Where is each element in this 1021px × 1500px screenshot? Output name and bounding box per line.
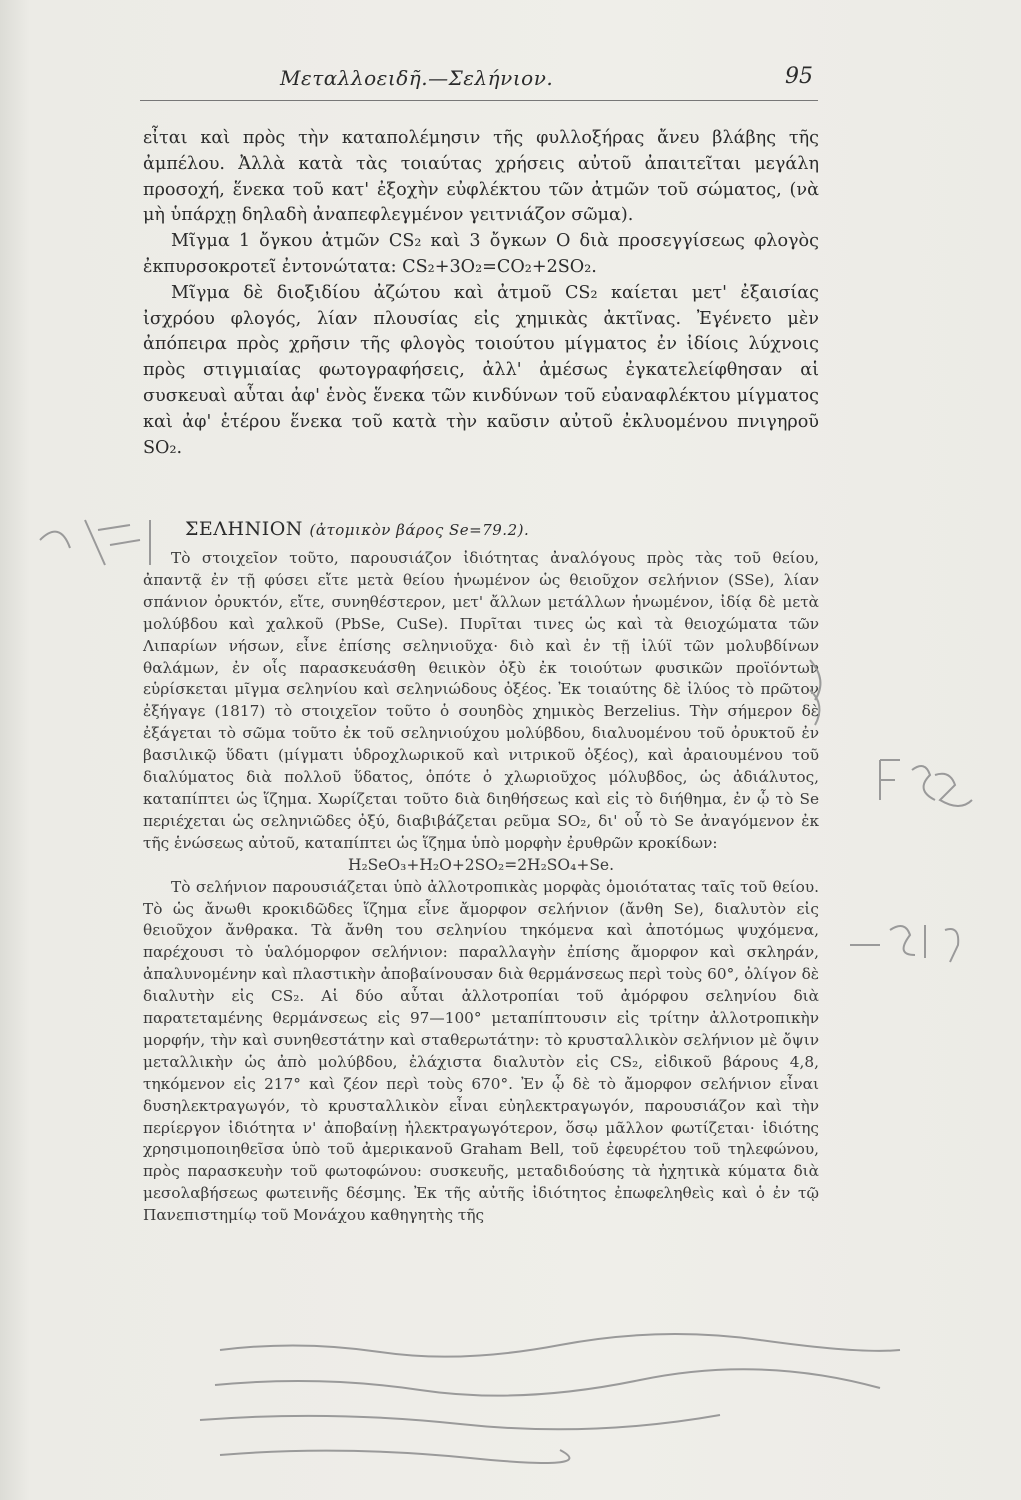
handwriting-line	[220, 1334, 900, 1357]
bracket-mark	[810, 660, 820, 700]
paragraph: Τὸ στοιχεῖον τοῦτο, παρουσιάζον ἰδιότητας ἀναλόγους πρὸς τὰς τοῦ θείου, ἀπαντᾷ ἐν τῇ φύσει εἴτε μετὰ θείου ἡνωμένον ὡς θειοῦχον σελήνιον (SSe), λίαν σπάνιον ὀρυκτόν, εἴτε, συνηθέστερον, μετ' ἄλλων μετάλλων ἡνωμένον, ἰδίᾳ δὲ μετὰ μολύβδου καὶ χαλκοῦ (PbSe, CuSe). Πυρῖται τινες ὡς καὶ τὰ θειοχώματα τῶν Λιπαρίων νήσων, εἶνε ἐπίσης σεληνιοῦχα· διὸ καὶ ἐν τῇ ἰλύϊ τῶν μολυβδίνων θαλάμων, ἐν οἷς παρασκευάσθη θειικὸν ὀξὺ ἐκ τοιούτων φυσικῶν προϊόντων εὑρίσκεται μῖγμα σεληνίου καὶ σεληνιώδους ὀξέος. Ἐκ τοιαύτης δὲ ἰλύος τὸ πρῶτον ἐξήγαγε (1817) τὸ στοιχεῖον τοῦτο ὁ σουηδὸς χημικὸς Berzelius. Τὴν σήμερον δὲ ἐξάγεται τὸ σῶμα τοῦτο ἐκ τοῦ σεληνιούχου μολύβδου, διαλυομένου τοῦ ὀρυκτοῦ ἐν βασιλικῷ ὕδατι (μίγματι ὑδροχλωρικοῦ καὶ νιτρικοῦ ὀξέος), καὶ ἀραιουμένου τοῦ διαλύματος διὰ πολλοῦ ὕδατος, ὁπότε ὁ χλωριοῦχος μόλυβδος, ὡς ἀδιάλυτος, καταπίπτει ὡς ἵζημα. Χωρίζεται τοῦτο διὰ διηθήσεως καὶ εἰς τὸ διήθημα, ἐν ᾧ τὸ Se περιέχεται ὡς σεληνιῶδες ὀξύ, διαβιβάζεται ρεῦμα SO₂, δι' οὗ τὸ Se ἀναγόμενον ἐκ τῆς ἑνώσεως αὐτοῦ, καταπίπτει ὡς ἵζημα ὑπὸ μορφὴν ἐρυθρῶν κροκίδων:	[143, 549, 819, 852]
handwriting-line	[215, 1369, 880, 1395]
paragraph: εἶται καὶ πρὸς τὴν καταπολέμησιν τῆς φυλλοξήρας ἄνευ βλάβης τῆς ἀμπέλου. Ἀλλὰ κατὰ τὰς τοιαύτας χρήσεις αὐτοῦ ἀπαιτεῖται μεγάλη προσοχή, ἕνεκα τοῦ κατ' ἐξοχὴν εὐφλέκτου τῶν ἀτμῶν τοῦ σώματος, (νὰ μὴ ὑπάρχῃ δηλαδὴ ἀναπεφλεγμένον γειτνιάζον σῶμα).	[143, 128, 819, 226]
paragraph: Τὸ σελήνιον παρουσιάζεται ὑπὸ ἀλλοτροπικὰς μορφὰς ὁμοιότατας ταῖς τοῦ θείου. Τὸ ὡς ἄνωθι κροκιδῶδες ἵζημα εἶνε ἄμορφον σελήνιον (ἄνθη Se), διαλυτὸν εἰς θειοῦχον ἄνθρακα. Τὰ ἄνθη του σεληνίου τηκόμενα καὶ ἀποτόμως ψυχόμενα, παρέχουσι τὸ ὑαλόμορφον σελήνιον: παραλλαγὴν ἐπίσης ἄμορφον καὶ σκληράν, ἀπαλυνομένην καὶ πλαστικὴν ἀποβαίνουσαν διὰ θερμάνσεως περὶ τοὺς 60°, ὀλίγον δὲ διαλυτὴν εἰς CS₂. Αἱ δύο αὗται ἀλλοτροπίαι τοῦ ἀμόρφου σεληνίου διὰ παρατεταμένης θερμάνσεως εἰς 97—100° μεταπίπτουσιν εἰς τρίτην ἀλλοτροπικὴν μορφήν, τὴν καὶ συνηθεστάτην καὶ σταθερωτάτην: τὸ κρυσταλλικὸν σελήνιον μὲ ὄψιν μεταλλικὴν ὡς ἀπὸ μολύβδου, ἐλάχιστα διαλυτὸν εἰς CS₂, εἰδικοῦ βάρους 4,8, τηκόμενον εἰς 217° καὶ ζέον περὶ τοὺς 670°. Ἐν ᾧ δὲ τὸ ἄμορφον σελήνιον εἶναι δυσηλεκτραγωγόν, τὸ κρυσταλλικὸν εἶναι εὐηλεκτραγωγόν, παρουσιάζον καὶ τὴν περίεργον ἰδιότητα ν' ἀποβαίνῃ ἠλεκτραγωγότερον, ὅσῳ μᾶλλον φωτίζεται· ἰδιότης χρησιμοποιηθεῖσα ὑπὸ τοῦ ἀμερικανοῦ Graham Bell, τοῦ ἐφευρέτου τοῦ τηλεφώνου, πρὸς παρασκευὴν τοῦ φωτοφώνου: συσκευῆς, μεταδιδούσης τὰ ἠχητικὰ κύματα διὰ μεσολαβήσεως φωτεινῆς δέσμης. Ἐκ τῆς αὐτῆς ἰδιότητος ἐπωφεληθεὶς καὶ ὁ ἐν τῷ Πανεπιστημίῳ τοῦ Μονάχου καθηγητὴς τῆς	[143, 877, 819, 1225]
margin-letter	[935, 774, 972, 806]
margin-letter	[880, 760, 900, 800]
handwriting-line	[200, 1415, 720, 1429]
pencil-scribble	[40, 532, 70, 548]
margin-letter	[912, 766, 935, 800]
paragraph: Μῖγμα δὲ διοξιδίου ἀζώτου καὶ ἀτμοῦ CS₂ καίεται μετ' ἐξαισίας ἰσχρόου φλογός, λίαν πλουσίας εἰς χημικὰς ἀκτῖνας. Ἐγένετο μὲν ἀπόπειρα πρὸς χρῆσιν τῆς φλογὸς τοιούτου μίγματος ἐν ἰδίοις λύχνοις πρὸς στιγμιαίας φωτογραφήσεις, ἀλλ' ἀμέσως ἐγκατελείφθησαν αἱ συσκευαὶ αὗται ἀφ' ἑνὸς ἕνεκα τῶν κινδύνων τοῦ εὐαναφλέκτου μίγματος καὶ ἀφ' ἑτέρου ἕνεκα τοῦ κατὰ τὴν καῦσιν αὐτοῦ ἐκλυομένου πνιγηροῦ SO₂.	[143, 282, 819, 458]
handwriting-line	[220, 1450, 569, 1463]
chemical-equation: H₂SeO₃+H₂O+2SO₂=2H₂SO₄+Se.	[347, 855, 615, 874]
running-title: Μεταλλοειδῆ.—Σελήνιον.	[280, 66, 554, 90]
paragraph: Μῖγμα 1 ὄγκου ἀτμῶν CS₂ καὶ 3 ὄγκων O διὰ προσεγγίσεως φλογὸς ἐκπυρσοκροτεῖ ἐντονώτατα: CS₂+3O₂=CO₂+2SO₂.	[143, 231, 819, 277]
section-mark-scribble	[85, 520, 150, 565]
section-subtitle: (ἀτομικὸν βάρος Se=79.2).	[309, 521, 530, 539]
section-title: ΣΕΛΗΝΙΟΝ	[185, 518, 303, 540]
page-number: 95	[785, 64, 813, 89]
margin-digit	[890, 926, 915, 955]
margin-digit	[945, 929, 958, 962]
